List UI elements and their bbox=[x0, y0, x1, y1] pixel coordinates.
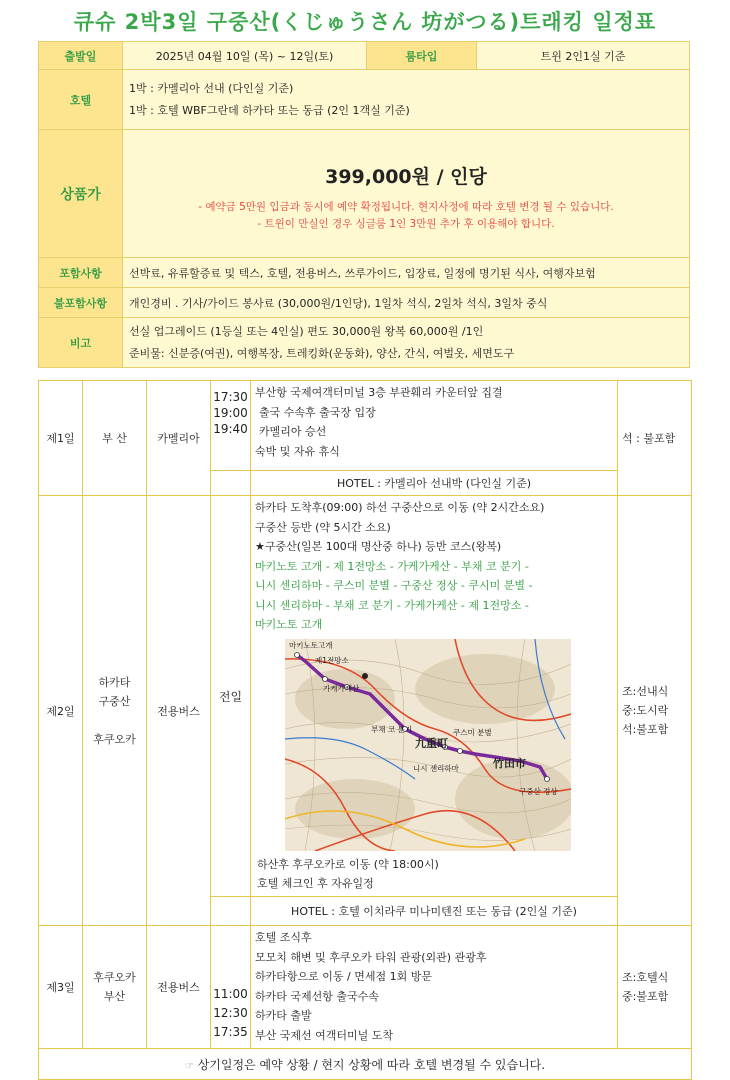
meal-line: 중:도시락 bbox=[622, 704, 669, 717]
day-2-hotel: HOTEL : 호텔 이치라쿠 미나미텐진 또는 동급 (2인실 기준) bbox=[251, 897, 618, 926]
route-line: 마키노토 고개 bbox=[255, 618, 323, 631]
day-1-desc bbox=[251, 381, 618, 471]
route-line: 마키노토 고개 - 제 1전망소 - 가케가케산 - 부채 코 분기 - bbox=[255, 559, 529, 573]
place: 하카타 bbox=[98, 675, 131, 689]
map-town-label: 九重町 bbox=[415, 736, 448, 750]
place: 부산 bbox=[103, 990, 126, 1003]
desc-line: ★구중산(일본 100대 명산중 하나) 등반 코스(왕복) bbox=[255, 540, 502, 553]
desc-line: 하카타 도착후(09:00) 하선 구중산으로 이동 (약 2시간소요) bbox=[255, 501, 545, 514]
map-label: 부채 코 분기 bbox=[371, 724, 412, 734]
day-1-meal: 석 : 불포함 bbox=[618, 381, 692, 496]
map-town-label: 竹田市 bbox=[493, 756, 526, 770]
map-label: 쿠스미 분별 bbox=[453, 727, 492, 737]
place: 후쿠오카 bbox=[93, 971, 136, 984]
time: 17:30 bbox=[213, 390, 248, 404]
desc-line: 호텔 체크인 후 자유일정 bbox=[257, 877, 374, 890]
note-line-1: 선실 업그레이드 (1등실 또는 4인실) 편도 30,000원 왕복 60,000원 /1인 bbox=[129, 324, 484, 338]
day-2-meal bbox=[618, 496, 692, 926]
map-label: 제1전망소 bbox=[315, 655, 349, 665]
place: 후쿠오카 bbox=[93, 732, 136, 746]
day-2-label: 제2일 bbox=[39, 496, 83, 926]
desc-line: 부산항 국제여객터미널 3층 부관훼리 카운터앞 집결 bbox=[255, 386, 503, 399]
route-line: 니시 센리하마 - 부채 코 분기 - 가케가케산 - 제 1전망소 - bbox=[255, 598, 529, 612]
desc-line: 모모치 해변 및 후쿠오카 타워 관광(외관) 관광후 bbox=[255, 950, 487, 964]
day-3-times bbox=[211, 926, 251, 1049]
desc-line: 하카타 출발 bbox=[255, 1009, 312, 1022]
day-1-transport: 카멜리아 bbox=[147, 381, 211, 496]
meal-line: 조:호텔식 bbox=[622, 971, 669, 984]
footer-text: 상기일정은 예약 상황 / 현지 상황에 따라 호텔 변경될 수 있습니다. bbox=[197, 1057, 546, 1072]
hotel-line-1: 1박 : 카멜리아 선내 (다인실 기준) bbox=[129, 81, 294, 95]
include-label: 포함사항 bbox=[39, 258, 123, 288]
place: 구중산 bbox=[98, 694, 131, 708]
desc-line: 출국 수속후 출국장 입장 bbox=[259, 405, 376, 419]
time: 19:00 bbox=[213, 406, 248, 420]
time: 12:30 bbox=[213, 1006, 248, 1020]
price-label: 상품가 bbox=[39, 130, 123, 258]
trekking-route-map bbox=[285, 639, 571, 851]
day-2-times: 전일 bbox=[211, 496, 251, 897]
desc-line: 부산 국제선 여객터미널 도착 bbox=[255, 1028, 394, 1042]
meal-line: 조:선내식 bbox=[622, 685, 669, 698]
price-cell bbox=[123, 130, 690, 258]
desc-line: 숙박 및 자유 휴식 bbox=[255, 444, 340, 458]
day-3-label: 제3일 bbox=[39, 926, 83, 1049]
room-value: 트윈 2인1실 기준 bbox=[477, 42, 690, 70]
day-2-desc bbox=[251, 496, 618, 897]
time: 19:40 bbox=[213, 422, 248, 436]
day-3-place bbox=[83, 926, 147, 1049]
note-label: 비고 bbox=[39, 318, 123, 368]
hotel-value bbox=[123, 70, 690, 130]
day-1-row bbox=[39, 381, 692, 471]
day-1-place: 부 산 bbox=[83, 381, 147, 496]
note-value bbox=[123, 318, 690, 368]
page-title: 큐슈 2박3일 구중산(くじゅうさん 坊がつる)트래킹 일정표 bbox=[73, 10, 657, 34]
map-label: 니시 센리하마 bbox=[413, 763, 459, 773]
desc-line: 하카타 국제선항 출국수속 bbox=[255, 989, 379, 1003]
desc-line: 구중산 등반 (약 5시간 소요) bbox=[255, 520, 391, 534]
footer-note bbox=[39, 1049, 692, 1080]
route-line: 니시 센리하마 - 쿠스미 분별 - 구중산 정상 - 쿠시미 분별 - bbox=[255, 579, 533, 592]
departure-value: 2025년 04월 10일 (목) ~ 12일(토) bbox=[123, 42, 367, 70]
exclude-value: 개인경비 . 기사/가이드 봉사료 (30,000원/1인당), 1일차 석식, 2일차 석식, 3일차 중식 bbox=[123, 288, 690, 318]
pointing-hand-icon: ☞ bbox=[184, 1060, 194, 1072]
desc-line: 하산후 후쿠오카로 이동 (약 18:00시) bbox=[257, 857, 439, 871]
note-line-2: 준비물: 신분증(여권), 여행복장, 트레킹화(운동화), 양산, 간식, 여벌옷, 세면도구 bbox=[129, 346, 515, 360]
meal-line: 석:불포함 bbox=[622, 723, 669, 736]
include-value: 선박료, 유류할증료 및 텍스, 호텔, 전용버스, 쓰루가이드, 입장료, 일정에 명기된 식사, 여행자보험 bbox=[123, 258, 690, 288]
map-label: 구중산 정상 bbox=[519, 786, 558, 796]
hotel-label: 호텔 bbox=[39, 70, 123, 130]
time: 11:00 bbox=[213, 987, 248, 1001]
day-2-place bbox=[83, 496, 147, 926]
price-note-1: - 예약금 5만원 입금과 동시에 예약 확정됩니다. 현지사정에 따라 호텔 변경 될 수 있습니다. bbox=[198, 201, 614, 213]
price-note-2: - 트윈이 만실인 경우 싱글룸 1인 3만원 추가 후 이용해야 합니다. bbox=[257, 218, 555, 230]
day-3-row bbox=[39, 926, 692, 1049]
map-label: 가케가케산 bbox=[323, 683, 360, 693]
time: 17:35 bbox=[213, 1025, 248, 1039]
price-value: 399,000원 / 인당 bbox=[325, 166, 487, 188]
day-3-desc bbox=[251, 926, 618, 1049]
day-2-row bbox=[39, 496, 692, 897]
desc-line: 카멜리아 승선 bbox=[259, 425, 327, 438]
desc-line: 호텔 조식후 bbox=[255, 931, 312, 944]
day-1-label: 제1일 bbox=[39, 381, 83, 496]
room-label: 룸타입 bbox=[367, 42, 477, 70]
day-1-times bbox=[211, 381, 251, 471]
desc-line: 하카타항으로 이동 / 면세점 1회 방문 bbox=[255, 970, 432, 983]
meal-line: 중:불포함 bbox=[622, 990, 669, 1003]
map-label: 마키노토고개 bbox=[289, 640, 333, 650]
day-3-meal bbox=[618, 926, 692, 1049]
info-table bbox=[38, 41, 690, 368]
itinerary-table bbox=[38, 380, 692, 1080]
day-2-transport: 전용버스 bbox=[147, 496, 211, 926]
exclude-label: 불포함사항 bbox=[39, 288, 123, 318]
hotel-line-2: 1박 : 호텔 WBF그란데 하카타 또는 동급 (2인 1객실 기준) bbox=[129, 103, 410, 117]
day-3-transport: 전용버스 bbox=[147, 926, 211, 1049]
day-1-hotel: HOTEL : 카멜리아 선내박 (다인실 기준) bbox=[251, 471, 618, 496]
departure-label: 출발일 bbox=[39, 42, 123, 70]
